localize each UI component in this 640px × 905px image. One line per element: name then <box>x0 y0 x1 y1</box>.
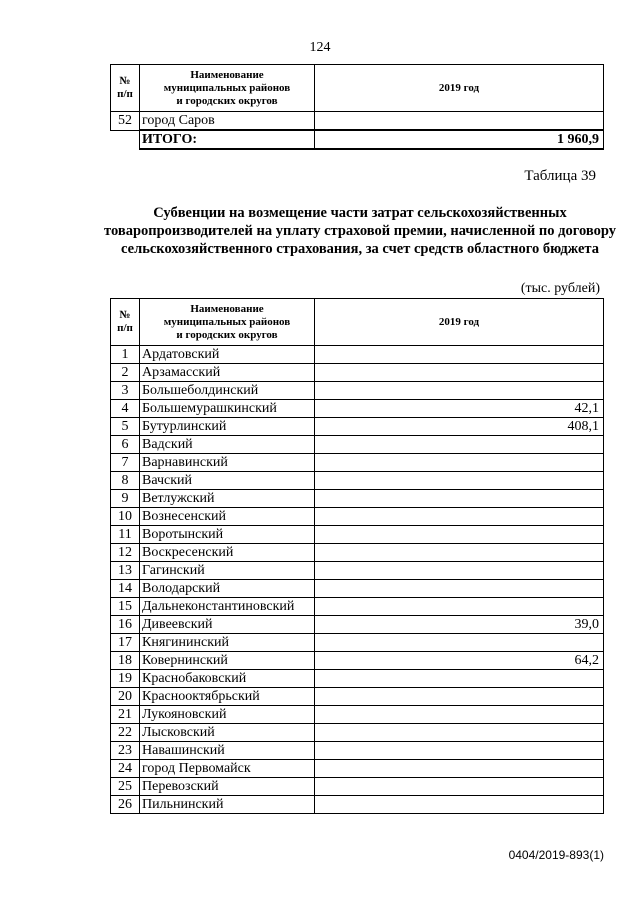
table-row <box>111 778 604 796</box>
row-value <box>315 742 604 760</box>
row-name: Воскресенский <box>140 544 315 562</box>
table-row <box>111 472 604 490</box>
row-name: Володарский <box>140 580 315 598</box>
row-value <box>315 364 604 382</box>
row-name: Краснобаковский <box>140 670 315 688</box>
row-number: 25 <box>111 778 140 796</box>
total-row <box>111 130 604 149</box>
row-number: 24 <box>111 760 140 778</box>
row-number: 21 <box>111 706 140 724</box>
total-empty-cell <box>111 130 140 149</box>
table-row <box>111 742 604 760</box>
row-number: 20 <box>111 688 140 706</box>
table-row <box>111 670 604 688</box>
document-code: 0404/2019-893(1) <box>508 848 604 862</box>
table-row <box>111 526 604 544</box>
row-number: 14 <box>111 580 140 598</box>
row-number: 2 <box>111 364 140 382</box>
row-value <box>315 382 604 400</box>
row-name: Дивеевский <box>140 616 315 634</box>
row-value <box>315 598 604 616</box>
table-row <box>111 796 604 814</box>
row-value <box>315 526 604 544</box>
row-number: 23 <box>111 742 140 760</box>
row-name: город Первомайск <box>140 760 315 778</box>
table-row <box>111 544 604 562</box>
row-value <box>315 778 604 796</box>
table-row <box>111 706 604 724</box>
row-name: город Саров <box>140 112 315 131</box>
row-name: Воротынский <box>140 526 315 544</box>
row-number: 6 <box>111 436 140 454</box>
header-number: № п/п <box>111 299 140 346</box>
total-value: 1 960,9 <box>315 130 604 149</box>
row-number: 16 <box>111 616 140 634</box>
table-heading: Субвенции на возмещение части затрат сельскохозяйственных товаропроизводителей на уплату страховой премии, начисленной по договору сельскохозяйственного страхования, за счет средств областного бюджета <box>104 205 616 257</box>
row-number: 4 <box>111 400 140 418</box>
row-name: Дальнеконстантиновский <box>140 598 315 616</box>
table-row <box>111 580 604 598</box>
row-name: Ардатовский <box>140 346 315 364</box>
table-row <box>111 724 604 742</box>
row-number: 17 <box>111 634 140 652</box>
row-number: 1 <box>111 346 140 364</box>
table-row <box>111 436 604 454</box>
table-row <box>111 652 604 670</box>
row-value <box>315 688 604 706</box>
row-value <box>315 544 604 562</box>
table-row <box>111 418 604 436</box>
row-name: Лысковский <box>140 724 315 742</box>
row-value <box>315 724 604 742</box>
row-name: Княгининский <box>140 634 315 652</box>
header-name: Наименование муниципальных районов и городских округов <box>140 299 315 346</box>
row-name: Пильнинский <box>140 796 315 814</box>
row-value <box>315 472 604 490</box>
table-row <box>111 490 604 508</box>
row-number: 22 <box>111 724 140 742</box>
row-value <box>315 112 604 131</box>
row-name: Вознесенский <box>140 508 315 526</box>
row-value <box>315 562 604 580</box>
row-name: Ковернинский <box>140 652 315 670</box>
table-row <box>111 598 604 616</box>
row-number: 11 <box>111 526 140 544</box>
header-name: Наименование муниципальных районов и городских округов <box>140 65 315 112</box>
row-name: Навашинский <box>140 742 315 760</box>
table-row <box>111 112 604 131</box>
total-label: ИТОГО: <box>140 130 315 149</box>
row-number: 8 <box>111 472 140 490</box>
row-value <box>315 490 604 508</box>
table-row <box>111 616 604 634</box>
header-year: 2019 год <box>315 65 604 112</box>
row-name: Вадский <box>140 436 315 454</box>
row-number: 5 <box>111 418 140 436</box>
table-row <box>111 634 604 652</box>
row-value: 64,2 <box>315 652 604 670</box>
row-value <box>315 796 604 814</box>
row-value <box>315 454 604 472</box>
row-name: Гагинский <box>140 562 315 580</box>
row-value <box>315 760 604 778</box>
row-name: Варнавинский <box>140 454 315 472</box>
table-row <box>111 562 604 580</box>
row-number: 18 <box>111 652 140 670</box>
row-value: 39,0 <box>315 616 604 634</box>
table-row <box>111 400 604 418</box>
row-number: 13 <box>111 562 140 580</box>
table-header-row <box>111 65 604 112</box>
row-name: Большеболдинский <box>140 382 315 400</box>
row-name: Арзамасский <box>140 364 315 382</box>
table-row <box>111 508 604 526</box>
table-row <box>111 346 604 364</box>
main-table <box>110 298 604 814</box>
row-value: 408,1 <box>315 418 604 436</box>
table-row <box>111 760 604 778</box>
row-number: 26 <box>111 796 140 814</box>
row-name: Ветлужский <box>140 490 315 508</box>
table-header-row <box>111 299 604 346</box>
header-year: 2019 год <box>315 299 604 346</box>
table-row <box>111 688 604 706</box>
row-number: 9 <box>111 490 140 508</box>
row-value <box>315 508 604 526</box>
row-number: 7 <box>111 454 140 472</box>
continued-table <box>110 64 604 150</box>
row-value: 42,1 <box>315 400 604 418</box>
units-label: (тыс. рублей) <box>520 281 600 296</box>
table-label: Таблица 39 <box>524 168 596 184</box>
row-name: Бутурлинский <box>140 418 315 436</box>
row-name: Вачский <box>140 472 315 490</box>
row-number: 52 <box>111 112 140 131</box>
row-number: 15 <box>111 598 140 616</box>
table-row <box>111 454 604 472</box>
row-name: Краснооктябрьский <box>140 688 315 706</box>
row-number: 10 <box>111 508 140 526</box>
table-row <box>111 382 604 400</box>
page-number: 124 <box>309 40 331 55</box>
row-value <box>315 706 604 724</box>
row-value <box>315 346 604 364</box>
row-number: 19 <box>111 670 140 688</box>
row-value <box>315 634 604 652</box>
table-row <box>111 364 604 382</box>
row-value <box>315 670 604 688</box>
row-value <box>315 580 604 598</box>
header-number: № п/п <box>111 65 140 112</box>
row-number: 12 <box>111 544 140 562</box>
row-name: Перевозский <box>140 778 315 796</box>
row-name: Большемурашкинский <box>140 400 315 418</box>
row-name: Лукояновский <box>140 706 315 724</box>
row-value <box>315 436 604 454</box>
row-number: 3 <box>111 382 140 400</box>
